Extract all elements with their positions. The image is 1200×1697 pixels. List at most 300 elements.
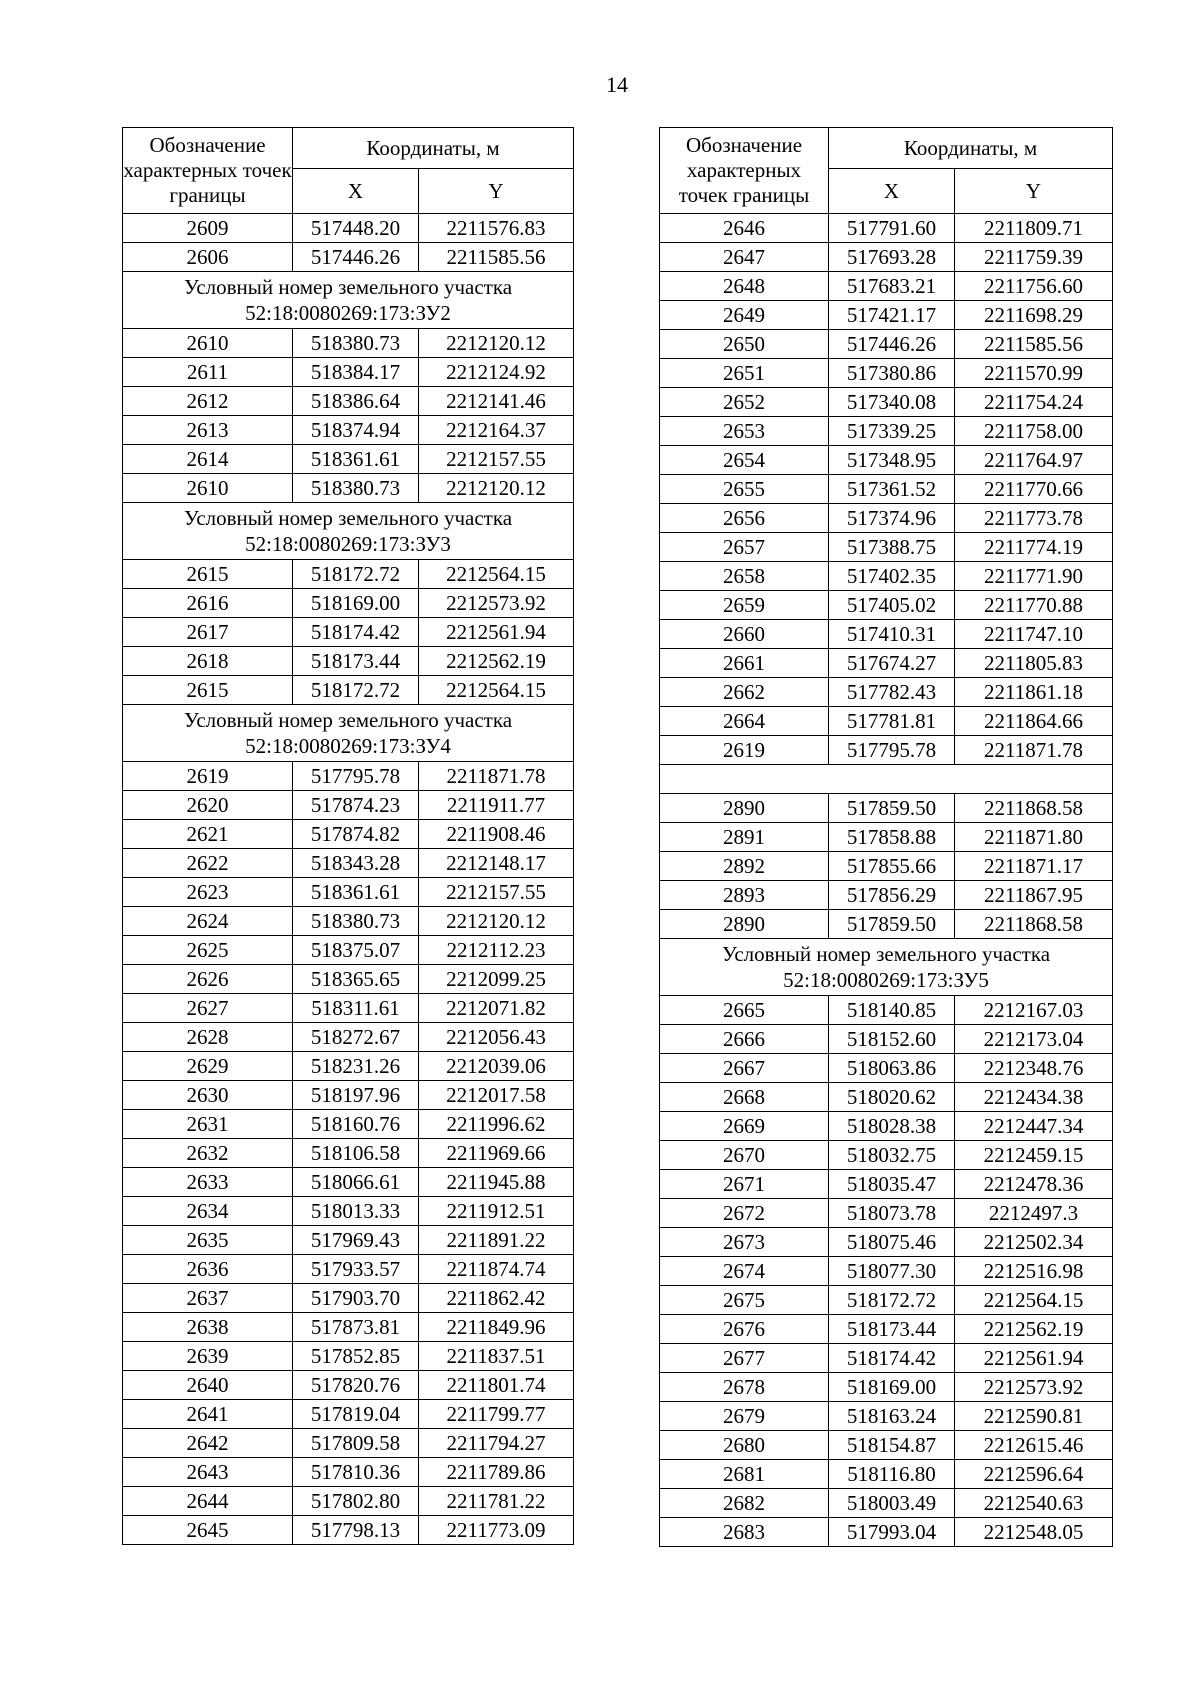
point-id-cell: 2620 <box>123 791 293 820</box>
point-id-cell: 2631 <box>123 1110 293 1139</box>
parcel-caption: Условный номер земельного участка <box>183 505 513 530</box>
y-coord-cell: 2211799.77 <box>419 1400 574 1429</box>
y-coord-cell: 2212497.3 <box>955 1199 1113 1228</box>
point-id-cell: 2633 <box>123 1168 293 1197</box>
x-coord-cell: 518172.72 <box>293 676 419 705</box>
y-coord-cell: 2211945.88 <box>419 1168 574 1197</box>
y-coord-cell: 2212056.43 <box>419 1023 574 1052</box>
point-id-cell: 2891 <box>660 823 829 852</box>
y-coord-cell: 2211771.90 <box>955 562 1113 591</box>
x-coord-cell: 518075.46 <box>829 1228 955 1257</box>
x-header: X <box>293 169 419 214</box>
parcel-cadastral-number: 52:18:0080269:173:ЗУ2 <box>245 301 451 325</box>
y-coord-cell: 2211794.27 <box>419 1429 574 1458</box>
y-coord-cell: 2212562.19 <box>955 1315 1113 1344</box>
table-row <box>123 243 574 272</box>
x-coord-cell: 518163.24 <box>829 1402 955 1431</box>
point-id-cell: 2632 <box>123 1139 293 1168</box>
table-row <box>123 1342 574 1371</box>
point-id-cell: 2622 <box>123 849 293 878</box>
table-row <box>660 1170 1113 1199</box>
y-coord-cell: 2212124.92 <box>419 358 574 387</box>
y-coord-cell: 2211773.78 <box>955 504 1113 533</box>
table-row <box>123 1400 574 1429</box>
table-row <box>660 1083 1113 1112</box>
y-coord-cell: 2211868.58 <box>955 794 1113 823</box>
y-coord-cell: 2211781.22 <box>419 1487 574 1516</box>
x-coord-cell: 517859.50 <box>829 794 955 823</box>
x-coord-cell: 517448.20 <box>293 214 419 243</box>
x-coord-cell: 518160.76 <box>293 1110 419 1139</box>
point-id-cell: 2648 <box>660 272 829 301</box>
y-coord-cell: 2212564.15 <box>955 1286 1113 1315</box>
x-coord-cell: 517405.02 <box>829 591 955 620</box>
point-id-cell: 2890 <box>660 910 829 939</box>
x-coord-cell: 518375.07 <box>293 936 419 965</box>
point-id-cell: 2650 <box>660 330 829 359</box>
x-coord-cell: 517903.70 <box>293 1284 419 1313</box>
x-coord-cell: 518374.94 <box>293 416 419 445</box>
table-row <box>123 329 574 358</box>
table-row <box>660 707 1113 736</box>
x-coord-cell: 518386.64 <box>293 387 419 416</box>
parcel-number-cell <box>123 272 574 329</box>
point-id-cell: 2658 <box>660 562 829 591</box>
x-coord-cell: 518172.72 <box>293 560 419 589</box>
y-coord-cell: 2211862.42 <box>419 1284 574 1313</box>
parcel-number-cell <box>660 939 1113 996</box>
table-row <box>123 994 574 1023</box>
table-row <box>123 1255 574 1284</box>
table-row <box>660 1315 1113 1344</box>
table-row <box>123 965 574 994</box>
x-coord-cell: 518172.72 <box>829 1286 955 1315</box>
table-row <box>660 794 1113 823</box>
x-coord-cell: 518173.44 <box>293 647 419 676</box>
point-id-cell: 2669 <box>660 1112 829 1141</box>
x-coord-cell: 518020.62 <box>829 1083 955 1112</box>
x-coord-cell: 517421.17 <box>829 301 955 330</box>
y-coord-cell: 2212447.34 <box>955 1112 1113 1141</box>
table-row <box>123 445 574 474</box>
point-id-cell: 2629 <box>123 1052 293 1081</box>
point-label-header: Обозначение характерных точек границы <box>123 128 293 214</box>
x-coord-cell: 518116.80 <box>829 1460 955 1489</box>
y-coord-cell: 2212615.46 <box>955 1431 1113 1460</box>
point-id-cell: 2649 <box>660 301 829 330</box>
table-row <box>123 849 574 878</box>
point-id-cell: 2892 <box>660 852 829 881</box>
table-header <box>660 128 1113 214</box>
x-coord-cell: 518066.61 <box>293 1168 419 1197</box>
y-coord-cell: 2212120.12 <box>419 474 574 503</box>
point-id-cell: 2673 <box>660 1228 829 1257</box>
parcel-header-row <box>660 939 1113 996</box>
x-coord-cell: 517855.66 <box>829 852 955 881</box>
x-coord-cell: 518077.30 <box>829 1257 955 1286</box>
x-coord-cell: 518032.75 <box>829 1141 955 1170</box>
x-coord-cell: 517856.29 <box>829 881 955 910</box>
table-row <box>660 852 1113 881</box>
point-id-cell: 2612 <box>123 387 293 416</box>
y-coord-cell: 2211770.66 <box>955 475 1113 504</box>
y-coord-cell: 2211570.99 <box>955 359 1113 388</box>
table-row <box>123 358 574 387</box>
table-row <box>123 1429 574 1458</box>
table-row <box>123 1516 574 1545</box>
point-id-cell: 2623 <box>123 878 293 907</box>
point-id-cell: 2644 <box>123 1487 293 1516</box>
y-coord-cell: 2212167.03 <box>955 996 1113 1025</box>
point-id-cell: 2681 <box>660 1460 829 1489</box>
point-id-cell: 2675 <box>660 1286 829 1315</box>
x-coord-cell: 518169.00 <box>293 589 419 618</box>
point-id-cell: 2682 <box>660 1489 829 1518</box>
x-coord-cell: 518365.65 <box>293 965 419 994</box>
point-id-cell: 2679 <box>660 1402 829 1431</box>
table-row <box>123 387 574 416</box>
y-coord-cell: 2211585.56 <box>955 330 1113 359</box>
y-coord-cell: 2211585.56 <box>419 243 574 272</box>
y-coord-cell: 2211758.00 <box>955 417 1113 446</box>
y-coord-cell: 2212596.64 <box>955 1460 1113 1489</box>
table-row <box>123 1023 574 1052</box>
x-coord-cell: 517810.36 <box>293 1458 419 1487</box>
table-row <box>123 589 574 618</box>
point-id-cell: 2660 <box>660 620 829 649</box>
table-row <box>660 591 1113 620</box>
x-coord-cell: 517674.27 <box>829 649 955 678</box>
table-row <box>660 1025 1113 1054</box>
table-row <box>660 1460 1113 1489</box>
y-coord-cell: 2212540.63 <box>955 1489 1113 1518</box>
point-id-cell: 2671 <box>660 1170 829 1199</box>
parcel-number-cell <box>123 503 574 560</box>
point-id-cell: 2678 <box>660 1373 829 1402</box>
x-coord-cell: 518380.73 <box>293 907 419 936</box>
table-row <box>660 1228 1113 1257</box>
parcel-cadastral-number: 52:18:0080269:173:ЗУ4 <box>245 734 451 758</box>
point-id-cell: 2672 <box>660 1199 829 1228</box>
point-id-cell: 2625 <box>123 936 293 965</box>
point-id-cell: 2666 <box>660 1025 829 1054</box>
table-row <box>660 1199 1113 1228</box>
x-coord-cell: 518173.44 <box>829 1315 955 1344</box>
y-coord-cell: 2212120.12 <box>419 907 574 936</box>
point-id-cell: 2659 <box>660 591 829 620</box>
x-coord-cell: 517374.96 <box>829 504 955 533</box>
point-id-cell: 2621 <box>123 820 293 849</box>
y-coord-cell: 2211805.83 <box>955 649 1113 678</box>
x-coord-cell: 517410.31 <box>829 620 955 649</box>
table-row <box>660 649 1113 678</box>
point-id-cell: 2652 <box>660 388 829 417</box>
table-row <box>123 762 574 791</box>
point-id-cell: 2653 <box>660 417 829 446</box>
y-coord-cell: 2211801.74 <box>419 1371 574 1400</box>
table-row <box>123 618 574 647</box>
point-id-cell: 2615 <box>123 560 293 589</box>
parcel-cadastral-number: 52:18:0080269:173:ЗУ5 <box>783 968 989 992</box>
y-coord-cell: 2212478.36 <box>955 1170 1113 1199</box>
point-id-cell: 2606 <box>123 243 293 272</box>
point-id-cell: 2654 <box>660 446 829 475</box>
point-id-cell: 2617 <box>123 618 293 647</box>
x-coord-cell: 518311.61 <box>293 994 419 1023</box>
x-coord-cell: 518073.78 <box>829 1199 955 1228</box>
x-coord-cell: 517446.26 <box>293 243 419 272</box>
x-coord-cell: 518272.67 <box>293 1023 419 1052</box>
x-coord-cell: 517446.26 <box>829 330 955 359</box>
y-coord-cell: 2211837.51 <box>419 1342 574 1371</box>
x-coord-cell: 517795.78 <box>829 736 955 765</box>
x-coord-cell: 517402.35 <box>829 562 955 591</box>
table-body <box>123 214 574 1545</box>
table-row <box>660 1373 1113 1402</box>
point-id-cell: 2641 <box>123 1400 293 1429</box>
table-row <box>660 1141 1113 1170</box>
table-row <box>660 1431 1113 1460</box>
y-coord-cell: 2211874.74 <box>419 1255 574 1284</box>
y-coord-cell: 2211861.18 <box>955 678 1113 707</box>
x-coord-cell: 517798.13 <box>293 1516 419 1545</box>
y-coord-cell: 2212434.38 <box>955 1083 1113 1112</box>
x-coord-cell: 517361.52 <box>829 475 955 504</box>
y-coord-cell: 2211868.58 <box>955 910 1113 939</box>
y-coord-cell: 2212564.15 <box>419 676 574 705</box>
y-coord-cell: 2211912.51 <box>419 1197 574 1226</box>
x-coord-cell: 518380.73 <box>293 329 419 358</box>
x-coord-cell: 518063.86 <box>829 1054 955 1083</box>
point-id-cell: 2890 <box>660 794 829 823</box>
x-coord-cell: 517802.80 <box>293 1487 419 1516</box>
point-id-cell: 2634 <box>123 1197 293 1226</box>
point-id-cell: 2628 <box>123 1023 293 1052</box>
table-row <box>123 1284 574 1313</box>
table-row <box>660 620 1113 649</box>
y-coord-cell: 2212173.04 <box>955 1025 1113 1054</box>
y-coord-cell: 2211809.71 <box>955 214 1113 243</box>
point-id-cell: 2656 <box>660 504 829 533</box>
x-coord-cell: 517933.57 <box>293 1255 419 1284</box>
x-coord-cell: 517993.04 <box>829 1518 955 1547</box>
point-id-cell: 2635 <box>123 1226 293 1255</box>
table-row <box>123 474 574 503</box>
x-coord-cell: 518013.33 <box>293 1197 419 1226</box>
table-row <box>660 301 1113 330</box>
point-id-cell: 2680 <box>660 1431 829 1460</box>
parcel-caption: Условный номер земельного участка <box>183 274 513 299</box>
y-coord-cell: 2212120.12 <box>419 329 574 358</box>
parcel-caption: Условный номер земельного участка <box>183 707 513 732</box>
point-id-cell: 2668 <box>660 1083 829 1112</box>
table-row <box>660 504 1113 533</box>
x-coord-cell: 517809.58 <box>293 1429 419 1458</box>
point-id-cell: 2642 <box>123 1429 293 1458</box>
table-row <box>660 562 1113 591</box>
table-row <box>660 1344 1113 1373</box>
y-coord-cell: 2212039.06 <box>419 1052 574 1081</box>
point-id-cell: 2619 <box>123 762 293 791</box>
point-id-cell: 2613 <box>123 416 293 445</box>
x-coord-cell: 517791.60 <box>829 214 955 243</box>
y-coord-cell: 2212148.17 <box>419 849 574 878</box>
table-row <box>660 678 1113 707</box>
x-coord-cell: 517380.86 <box>829 359 955 388</box>
y-header: Y <box>955 169 1113 214</box>
y-coord-cell: 2212157.55 <box>419 445 574 474</box>
x-coord-cell: 518343.28 <box>293 849 419 878</box>
table-row <box>660 910 1113 939</box>
x-header: X <box>829 169 955 214</box>
point-id-cell: 2646 <box>660 214 829 243</box>
table-row <box>123 1313 574 1342</box>
y-coord-cell: 2212573.92 <box>955 1373 1113 1402</box>
table-row <box>123 1487 574 1516</box>
x-coord-cell: 518003.49 <box>829 1489 955 1518</box>
point-id-cell: 2630 <box>123 1081 293 1110</box>
point-id-cell: 2624 <box>123 907 293 936</box>
table-row <box>123 820 574 849</box>
table-row <box>660 214 1113 243</box>
table-row <box>123 1458 574 1487</box>
x-coord-cell: 517782.43 <box>829 678 955 707</box>
x-coord-cell: 518154.87 <box>829 1431 955 1460</box>
y-coord-cell: 2211759.39 <box>955 243 1113 272</box>
x-coord-cell: 517388.75 <box>829 533 955 562</box>
x-coord-cell: 517852.85 <box>293 1342 419 1371</box>
table-row <box>123 560 574 589</box>
y-coord-cell: 2212561.94 <box>955 1344 1113 1373</box>
table-row <box>660 996 1113 1025</box>
x-coord-cell: 518035.47 <box>829 1170 955 1199</box>
y-coord-cell: 2211871.78 <box>419 762 574 791</box>
point-id-cell: 2655 <box>660 475 829 504</box>
point-id-cell: 2636 <box>123 1255 293 1284</box>
table-row <box>660 1518 1113 1547</box>
table-row <box>123 878 574 907</box>
y-coord-cell: 2211698.29 <box>955 301 1113 330</box>
table-row <box>660 1054 1113 1083</box>
point-id-cell: 2677 <box>660 1344 829 1373</box>
x-coord-cell: 517683.21 <box>829 272 955 301</box>
table-row <box>660 446 1113 475</box>
parcel-caption: Условный номер земельного участка <box>721 941 1051 966</box>
point-id-cell: 2627 <box>123 994 293 1023</box>
point-id-cell: 2647 <box>660 243 829 272</box>
x-coord-cell: 517874.82 <box>293 820 419 849</box>
point-id-cell: 2626 <box>123 965 293 994</box>
y-coord-cell: 2211774.19 <box>955 533 1113 562</box>
y-coord-cell: 2212141.46 <box>419 387 574 416</box>
table-row <box>660 1257 1113 1286</box>
y-coord-cell: 2212157.55 <box>419 878 574 907</box>
point-id-cell: 2618 <box>123 647 293 676</box>
point-label-header: Обозначение характерных точек границы <box>660 128 829 214</box>
point-id-cell: 2615 <box>123 676 293 705</box>
x-coord-cell: 518361.61 <box>293 878 419 907</box>
point-id-cell: 2645 <box>123 1516 293 1545</box>
x-coord-cell: 518380.73 <box>293 474 419 503</box>
blank-cell <box>660 765 1113 794</box>
x-coord-cell: 518174.42 <box>293 618 419 647</box>
y-coord-cell: 2212516.98 <box>955 1257 1113 1286</box>
x-coord-cell: 518361.61 <box>293 445 419 474</box>
table-row <box>660 881 1113 910</box>
y-coord-cell: 2211756.60 <box>955 272 1113 301</box>
table-row <box>660 1402 1113 1431</box>
table-row <box>123 1110 574 1139</box>
point-id-cell: 2614 <box>123 445 293 474</box>
table-row <box>123 907 574 936</box>
x-coord-cell: 517693.28 <box>829 243 955 272</box>
point-id-cell: 2662 <box>660 678 829 707</box>
table-row <box>123 1371 574 1400</box>
y-coord-cell: 2211789.86 <box>419 1458 574 1487</box>
table-row <box>660 1489 1113 1518</box>
y-coord-cell: 2211754.24 <box>955 388 1113 417</box>
table-row <box>123 1168 574 1197</box>
y-coord-cell: 2211871.80 <box>955 823 1113 852</box>
table-row <box>123 1139 574 1168</box>
parcel-cadastral-number: 52:18:0080269:173:ЗУ3 <box>245 532 451 556</box>
table-row <box>123 936 574 965</box>
x-coord-cell: 518231.26 <box>293 1052 419 1081</box>
y-coord-cell: 2212561.94 <box>419 618 574 647</box>
y-coord-cell: 2212590.81 <box>955 1402 1113 1431</box>
point-id-cell: 2893 <box>660 881 829 910</box>
x-coord-cell: 517819.04 <box>293 1400 419 1429</box>
x-coord-cell: 517858.88 <box>829 823 955 852</box>
y-coord-cell: 2211969.66 <box>419 1139 574 1168</box>
x-coord-cell: 517969.43 <box>293 1226 419 1255</box>
x-coord-cell: 517348.95 <box>829 446 955 475</box>
table-row <box>660 1112 1113 1141</box>
table-body <box>660 214 1113 1547</box>
y-header: Y <box>419 169 574 214</box>
y-coord-cell: 2212348.76 <box>955 1054 1113 1083</box>
point-id-cell: 2610 <box>123 474 293 503</box>
y-coord-cell: 2212071.82 <box>419 994 574 1023</box>
coordinates-table-right <box>659 127 1113 1547</box>
y-coord-cell: 2212099.25 <box>419 965 574 994</box>
point-id-cell: 2637 <box>123 1284 293 1313</box>
point-id-cell: 2619 <box>660 736 829 765</box>
point-id-cell: 2616 <box>123 589 293 618</box>
point-id-cell: 2609 <box>123 214 293 243</box>
x-coord-cell: 517781.81 <box>829 707 955 736</box>
y-coord-cell: 2211871.17 <box>955 852 1113 881</box>
table-row <box>123 647 574 676</box>
table-header <box>123 128 574 214</box>
x-coord-cell: 518197.96 <box>293 1081 419 1110</box>
x-coord-cell: 518152.60 <box>829 1025 955 1054</box>
table-row <box>660 823 1113 852</box>
point-id-cell: 2683 <box>660 1518 829 1547</box>
x-coord-cell: 517340.08 <box>829 388 955 417</box>
y-coord-cell: 2212564.15 <box>419 560 574 589</box>
table-row <box>123 1226 574 1255</box>
table-row <box>123 1197 574 1226</box>
y-coord-cell: 2211864.66 <box>955 707 1113 736</box>
point-id-cell: 2661 <box>660 649 829 678</box>
point-id-cell: 2643 <box>123 1458 293 1487</box>
y-coord-cell: 2211891.22 <box>419 1226 574 1255</box>
y-coord-cell: 2211576.83 <box>419 214 574 243</box>
y-coord-cell: 2212502.34 <box>955 1228 1113 1257</box>
table-row <box>123 214 574 243</box>
y-coord-cell: 2212548.05 <box>955 1518 1113 1547</box>
